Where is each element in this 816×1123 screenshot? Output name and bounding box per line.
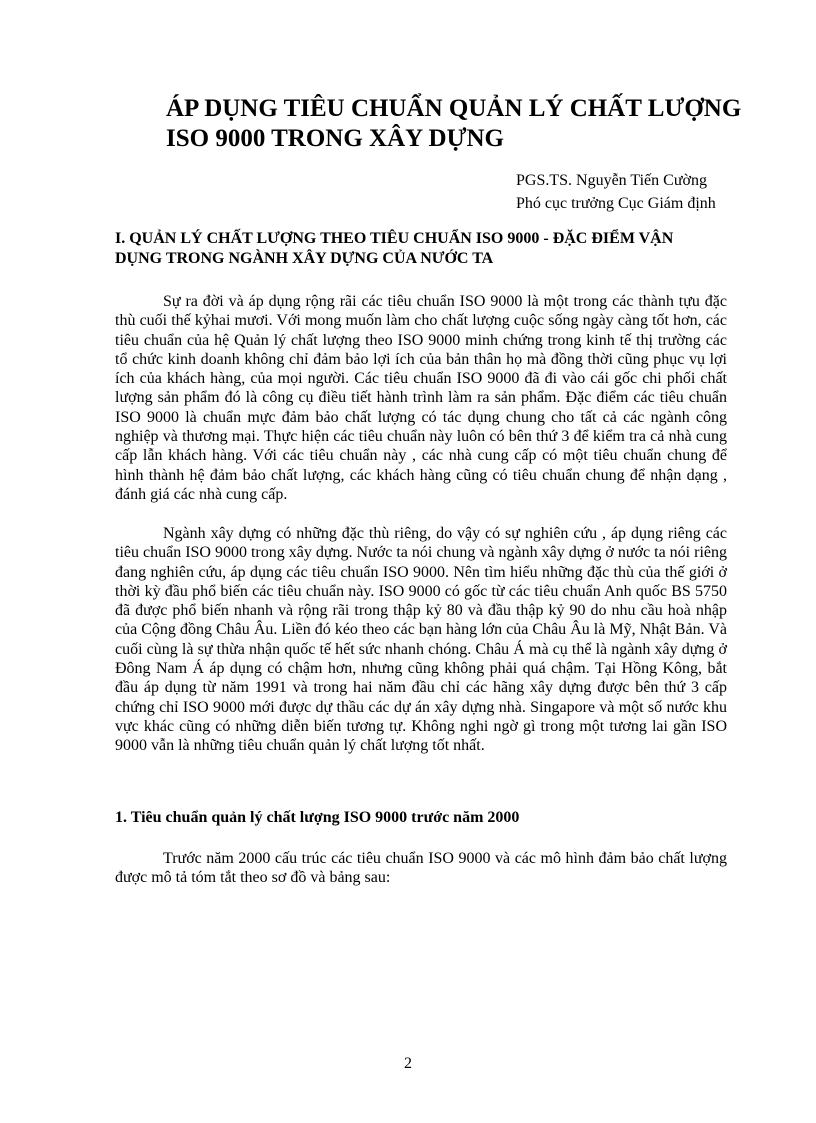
page-number: 2: [404, 1055, 412, 1072]
document-title: [166, 94, 786, 154]
section-heading: [115, 229, 727, 269]
author-block: [516, 169, 716, 215]
title-line-2: ISO 9000 TRONG XÂY DỰNG: [166, 125, 504, 152]
paragraph-1: Sự ra đời và áp dụng rộng rãi các tiêu chuẩn ISO 9000 là một trong các thành tựu đặc thù cuối thế kỷhai mươi. Với mong muốn làm cho chất lượng cuộc sống ngày càng tốt hơn, các tiêu chuẩn của hệ Quản lý chất lượng theo ISO 9000 minh chứng trong kinh tế thị trường các tổ chức kinh doanh không chỉ đảm bảo lợi ích của bản thân họ mà đồng thời cũng phục vụ lợi ích của khách hàng, của mọi người. Các tiêu chuẩn ISO 9000 đã đi vào cái gốc chi phối chất lượng sản phẩm đó là công cụ điều tiết hành trình làm ra sản phẩm. Đặc điểm các tiêu chuẩn ISO 9000 là chuẩn mực đảm bảo chất lượng có tác dụng chung cho tất cả các ngành công nghiệp và thương mại. Thực hiện các tiêu chuẩn này luôn có bên thứ 3 để kiểm tra cả nhà cung cấp lẫn khách hàng. Với các tiêu chuẩn này , các nhà cung cấp có một tiêu chuẩn chung để hình thành hệ đảm bảo chất lượng, các khách hàng cũng có tiêu chuẩn chung để nhận dạng , đánh giá các nhà cung cấp.: [115, 293, 727, 503]
title-line-1: ÁP DỤNG TIÊU CHUẨN QUẢN LÝ CHẤT LƯỢNG: [166, 95, 742, 122]
subsection-heading: 1. Tiêu chuẩn quản lý chất lượng ISO 9000 trước năm 2000: [115, 809, 520, 826]
paragraph-2: Ngành xây dựng có những đặc thù riêng, do vậy có sự nghiên cứu , áp dụng riêng các tiêu chuẩn ISO 9000 trong xây dựng. Nước ta nói chung và ngành xây dựng ở nước ta nói riêng đang nghiên cứu, áp dụng các tiêu chuẩn ISO 9000. Nên tìm hiểu những đặc thù của thế giới ở thời kỳ đầu phổ biến các tiêu chuẩn này. ISO 9000 có gốc từ các tiêu chuẩn Anh quốc BS 5750 đã được phổ biến nhanh và rộng rãi trong thập kỷ 80 và đầu thập kỷ 90 do nhu cầu hoà nhập của Cộng đồng Châu Âu. Liền đó kéo theo các bạn hàng lớn của Châu Âu là Mỹ, Nhật Bản. Và cuối cùng là sự thừa nhận quốc tế hết sức nhanh chóng. Châu Á mà cụ thể là ngành xây dựng ở Đông Nam Á áp dụng có chậm hơn, nhưng cũng không phải quá chậm. Tại Hồng Kông, bắt đầu áp dụng từ năm 1991 và trong hai năm đầu chỉ các hãng xây dựng được bên thứ 3 cấp chứng chỉ ISO 9000 mới được dự thầu các dự án xây dựng nhà. Singapore và một số nước khu vực khác cũng có những diễn biến tương tự. Không nghi ngờ gì trong một tương lai gần ISO 9000 vẫn là những tiêu chuẩn quản lý chất lượng tốt nhất.: [115, 525, 727, 755]
paragraph-3: Trước năm 2000 cấu trúc các tiêu chuẩn ISO 9000 và các mô hình đảm bảo chất lượng được mô tả tóm tắt theo sơ đồ và bảng sau:: [115, 850, 727, 887]
section-heading-line-1: I. QUẢN LÝ CHẤT LƯỢNG THEO TIÊU CHUẨN ISO 9000 - ĐẶC ĐIỂM VẬN: [115, 230, 674, 247]
section-heading-line-2: DỤNG TRONG NGÀNH XÂY DỰNG CỦA NƯỚC TA: [115, 250, 494, 267]
author-name: PGS.TS. Nguyễn Tiến Cường: [516, 172, 707, 189]
author-position: Phó cục trưởng Cục Giám định: [516, 195, 716, 212]
